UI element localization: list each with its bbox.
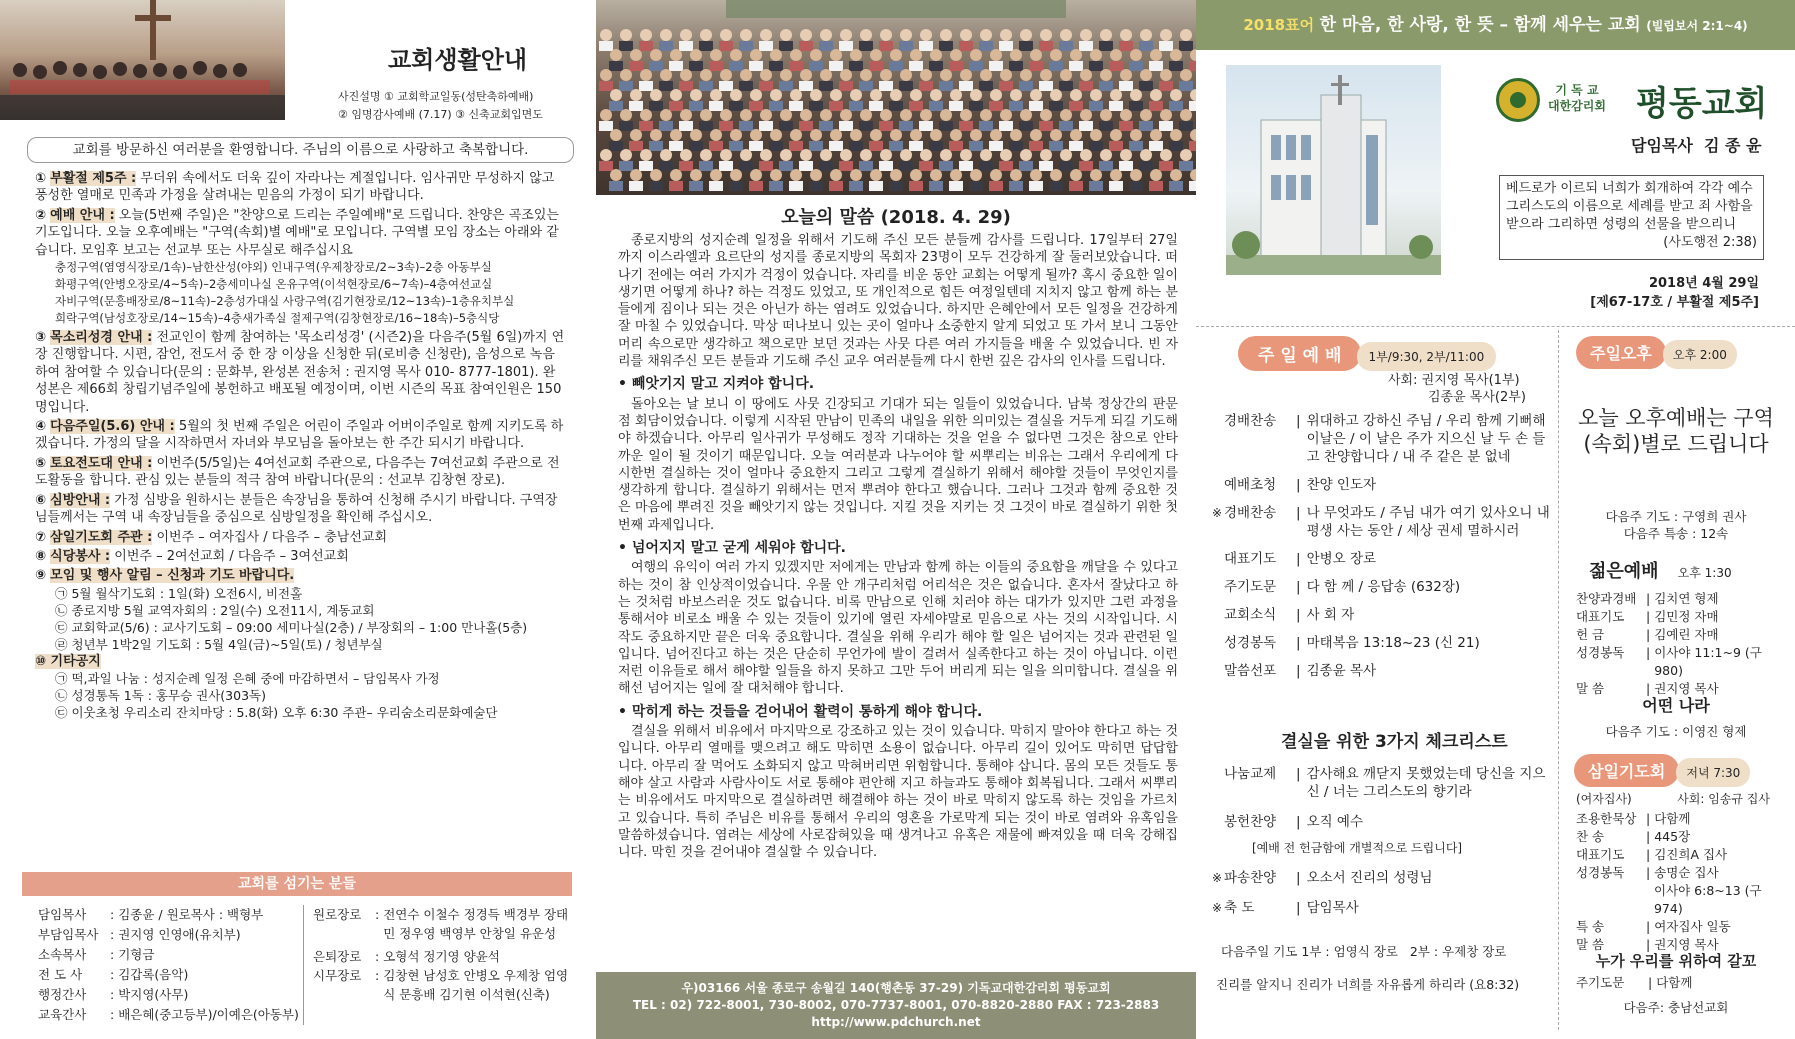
order-text: 김치연 형제 (1654, 591, 1719, 606)
notice-head: 다음주일(5.6) 안내 : (50, 419, 175, 435)
wednesday-lord-prayer: 주기도문 | 다함께 (1576, 975, 1693, 990)
order-mark (1212, 606, 1224, 624)
order-row: 대표기도 | 안병오 장로 (1212, 550, 1552, 568)
order-text: 마태복음 13:18~23 (신 21) (1306, 635, 1480, 651)
notice-item (35, 567, 565, 584)
wednesday-order (1576, 810, 1786, 954)
website-link[interactable]: http://www.pdchurch.net (811, 1015, 981, 1029)
wednesday-presider: 사회: 임송규 집사 (1677, 792, 1770, 806)
staff-names: 권지영 인영애(유치부) (118, 927, 241, 942)
presider-second: 김종윤 목사(2부) (1428, 390, 1526, 405)
worship-order-list (1212, 412, 1552, 690)
notice-number: ① (35, 171, 47, 186)
event-line: ㉢ 이웃초청 우리소리 잔치마당 : 5.8(화) 오후 6:30 주관– 우리숨소리문화예술단 (55, 705, 498, 721)
staff-row: 부담임목사 : 권지영 인영애(유치부) (38, 925, 303, 945)
order-mark (1212, 412, 1224, 466)
motto-banner (1196, 0, 1795, 50)
group-line: 자비구역(문흥배장로/8~11속)–2층성가대실 사랑구역(김기현장로/12~13속)–1층유치부실 (55, 294, 515, 309)
notice-text: 전교인이 함께 참여하는 '목소리성경' (시즌2)을 다음주(5월 6일)까지 연장 진행합니다. 시편, 잠언, 전도서 중 한 장 이상을 신청한 뒤(로비층 신청란), 음성으로 녹음하여 참여할 수 있습니다(문의 : 문화부, 완성본 전송처 : 권지영 목사 010- 8777-1801). 완성본은 제66회 창립기념주일에 봉헌하고 배포될 예정이며, 이번 시즌의 목표 참여인원은 150명입니다. (35, 330, 565, 415)
order-text: 담임목사 (1306, 900, 1359, 916)
order-row: ※ 축 도 | 담임목사 (1212, 899, 1552, 917)
staff-row: 담임목사 : 김종윤 / 원로목사 : 백형부 (38, 905, 303, 925)
notice-item (35, 418, 565, 453)
main-service-title: 주 일 예 배 (1238, 336, 1361, 371)
order-label: 주기도문 (1224, 579, 1277, 595)
group-line: 충정구역(염영식장로/1속)–남한산성(야외) 인내구역(우제창장로/2~3속)–2층 아동부실 (55, 260, 492, 275)
notice-item (35, 170, 565, 205)
order-mark (1212, 813, 1224, 831)
order-label: 찬양과경배 (1576, 591, 1637, 606)
order-row: 봉헌찬양 | 오직 예수 (1212, 813, 1552, 831)
order-label: 대표기도 (1576, 847, 1625, 862)
sermon-panel (596, 0, 1196, 1039)
order-text: 김종윤 목사 (1306, 663, 1377, 679)
staff-names: 김종윤 / 원로목사 : 백형부 (118, 907, 264, 922)
bulletin-date (1590, 274, 1759, 312)
order-label: 특 송 (1576, 919, 1605, 934)
order-row: 말 씀 | 권지영 목사 (1576, 681, 1719, 696)
afternoon-notice: 오늘 오후예배는 구역(속회)별로 드립니다 (1578, 406, 1774, 456)
notice-item (35, 455, 565, 490)
next-week-prayer: 다음주일 기도 1부 : 엄영식 장로 2부 : 우제창 장로 (1221, 944, 1507, 959)
staff-divider (303, 905, 304, 1025)
order-row (1576, 882, 1786, 918)
notice-number: ⑥ (35, 492, 47, 508)
order-row: 교회소식 | 사 회 자 (1212, 606, 1552, 624)
order-label: 성경봉독 (1224, 635, 1277, 651)
staff-role: 원로장로 (313, 907, 362, 922)
sermon-section-text: 여행의 유익이 여러 가지 있겠지만 저에게는 만남과 함께 하는 이들의 중요함을 깨달을 수 있다고 하는 것이 참 인상적이었습니다. 우물 안 개구리처럼 어리석은 것은 없습니다. 혼자서 잘났다고 하는 것처럼 바보스러운 것도 없습니다. 비록 만남으로 인해 치러야 하는 대가가 있지만 그런 과정을 통해서야 비로소 배울 수 있는 것들이 있기에 열린 자세야말로 믿음으로 사는 것의 시작입니다. 시작도 중요하지만 끝은 더욱 중요합니다. 결실을 위해 우리가 해야 할 일은 넘어지는 것과 관련된 일입니다. 넘어진다고 하는 것은 단순히 무언가에 발이 걸려서 실족한다고 하는 것이 아닙니다. 이런 저런 이유들로 해서 해야할 일들을 하지 못하고 그만 두어 버리게 되는 일을 의미합니다. 결실을 위해선 넘어지는 일에 잘 대처해야 합니다. (618, 560, 1178, 697)
order-mark (1212, 476, 1224, 494)
issue-line: [제67-17호 / 부활절 제5주] (1590, 295, 1759, 310)
order-label: 축 도 (1224, 900, 1255, 916)
denomination-top: 기 독 교 (1555, 83, 1599, 97)
order-text: 다 함 께 / 응답송 (632장) (1306, 579, 1461, 595)
order-label: 헌 금 (1576, 627, 1605, 642)
order-text: 권지영 목사 (1654, 681, 1719, 696)
order-row: 대표기도 | 김민정 자매 (1576, 609, 1719, 624)
section-divider (1196, 326, 1795, 328)
presider-first: 권지영 목사(1부) (1421, 373, 1520, 388)
notice-item (35, 548, 565, 565)
order-mark (1212, 662, 1224, 680)
sermon-title: 오늘의 말씀 (2018. 4. 29) (781, 207, 1011, 228)
order-row: 말씀선포 | 김종윤 목사 (1212, 662, 1552, 680)
order-text: 김진희A 집사 (1654, 847, 1728, 862)
date-line: 2018년 4월 29일 (1648, 276, 1759, 291)
youth-order (1576, 590, 1786, 698)
photo-caption-line: ② 임명감사예배 (7.17) ③ 신축교회입면도 (338, 108, 543, 121)
new-church-rendering (1226, 65, 1441, 275)
order-label: 말 씀 (1576, 937, 1605, 952)
sermon-section-text: 결실을 위해서 비유에서 마지막으로 강조하고 있는 것이 있습니다. 막히지 말아야 한다고 하는 것입니다. 아무리 열매를 맺으려고 해도 막히면 소용이 없습니다. 아무리 길이 있어도 막히면 답답합니다. 아무리 잘 먹어도 소화되지 않고 막혀버리면 위험합니다. 통해야 삽니다. 몸의 모든 것들도 통해야 살고 사람과 사람사이도 서로 통해야 편안해 지고 하늘과도 통해야 회복됩니다. 그래서 씨뿌리는 비유에서도 마지막으로 결실하려면 해결해야 하는 것이 바로 막히지 않도록 하는 것임을 가르치고 있습니다. 특히 주님은 비유를 통해서 우리의 영혼을 가로막게 되는 것이 바로 염려와 유혹임을 말씀하셨습니다. 염려는 세상에 사로잡혀있을 때 생겨나고 유혹은 재물에 빠져있을 때 더욱 강해집니다. 막힌 것을 걷어내야 결실할 수 있습니다. (618, 724, 1178, 861)
sermon-section-head: • 막히게 하는 것들을 걷어내어 활력이 통하게 해야 합니다. (618, 703, 983, 720)
order-label: 대표기도 (1224, 551, 1277, 567)
notice-head: 목소리성경 안내 : (50, 330, 153, 346)
notice-number: ② (35, 207, 47, 223)
staff-list-left (38, 905, 303, 1025)
order-text: 권지영 목사 (1654, 937, 1719, 952)
group-photo-art (596, 0, 1196, 195)
order-text: 이사야 11:1~9 (구 980) (1654, 645, 1762, 678)
address-line: 우)03166 서울 종로구 송월길 140(행촌동 37-29) 기독교대한감리회 평동교회 (681, 981, 1111, 995)
motto-reference: (빌립보서 2:1~4) (1646, 19, 1748, 33)
motto-text: 한 마음, 한 사랑, 한 뜻 – 함께 세우는 교회 (1319, 15, 1641, 35)
order-note: [예배 전 헌금함에 개별적으로 드립니다] (1252, 841, 1463, 855)
lord-prayer-by: 다함께 (1656, 975, 1693, 990)
order-row: 성경봉독 | 마태복음 13:18~23 (신 21) (1212, 634, 1552, 652)
order-label: 예배초청 (1224, 477, 1277, 493)
worship-order-panel (1196, 0, 1795, 1039)
order-mark: ※ (1212, 506, 1223, 520)
staff-row: 행정간사 : 박지영(사무) (38, 985, 303, 1005)
checklist-title: 결실을 위한 3가지 체크리스트 (1281, 732, 1508, 752)
notice-number: ⑦ (35, 529, 47, 545)
event-line: ㉣ 청년부 1박2일 기도회 : 5월 4일(금)~5일(토) / 청년부실 (55, 636, 383, 652)
wednesday-host-group: (여자집사) (1576, 792, 1632, 806)
worship-order-list-2 (1212, 765, 1552, 929)
staff-names: 배은혜(중고등부)/이예은(아동부) (118, 1007, 299, 1022)
closing-verse: 진리를 알지니 진리가 너희를 자유롭게 하리라 (요8:32) (1216, 977, 1520, 992)
order-label: 성경봉독 (1576, 645, 1625, 660)
notice-number: ⑨ (35, 568, 47, 584)
wednesday-host (1576, 790, 1786, 807)
wednesday-sermon: 누가 우리를 위하여 갈꼬 (1595, 952, 1757, 970)
notice-head: 식당봉사 : (50, 548, 111, 564)
order-label: 찬 송 (1576, 829, 1605, 844)
denomination-bottom: 대한감리회 (1548, 99, 1606, 113)
order-mark (1212, 550, 1224, 568)
contact-line: TEL : 02) 722-8001, 730-8002, 070-7737-8001, 070-8820-2880 FAX : 723-2883 (632, 998, 1160, 1012)
sunday-school-photo (0, 0, 285, 120)
staff-names: 김창현 남성호 안병오 우제창 엄영식 문흥배 김기현 이석현(신축) (383, 968, 569, 1002)
sermon-body (618, 232, 1178, 861)
notice-text: 가정 심방을 원하시는 분들은 속장님을 통하여 신청해 주시기 바랍니다. 구역장님들께서는 구역 내 속장님들을 중심으로 심방일정을 확인해 주십시오. (35, 492, 558, 526)
order-text: 찬양 인도자 (1306, 477, 1377, 493)
sunday-school-photo-art (0, 0, 285, 120)
order-text: 오소서 진리의 성령님 (1306, 870, 1433, 886)
youth-header (1589, 557, 1732, 583)
staff-role: 소속목사 (38, 947, 87, 962)
photo-caption-line: 사진설명 ① 교회학교일동(성탄축하예배) (338, 90, 534, 103)
order-mark (1212, 578, 1224, 596)
motto-year: 2018표어 (1243, 16, 1315, 34)
order-text: 나 무엇과도 / 주님 내가 여기 있사오니 내 평생 사는 동안 / 세상 권세 멸하시러 (1306, 505, 1550, 539)
order-text: 다함께 (1654, 811, 1691, 826)
page-title: 교회생활안내 (388, 45, 528, 74)
presider-label: 사회: (1388, 373, 1418, 388)
senior-pastor: 담임목사 김 종 윤 (1631, 136, 1762, 155)
wednesday-header (1574, 754, 1750, 787)
order-row: 특 송 | 여자집사 일동 (1576, 919, 1731, 934)
order-label: 말씀선포 (1224, 663, 1277, 679)
order-row: ※ 경배찬송 | 나 무엇과도 / 주님 내가 여기 있사오니 내 평생 사는 동안 / 세상 권세 멸하시러 (1212, 504, 1552, 540)
anniversary-group-photo (596, 0, 1196, 195)
event-line: ㉡ 성경통독 1독 : 홍무승 권사(303독) (55, 688, 266, 704)
verse-box (1499, 175, 1764, 260)
notice-list (35, 170, 565, 721)
staff-list-right (313, 905, 575, 1004)
staff-role: 교육간사 (38, 1007, 87, 1022)
staff-row: 은퇴장로 : 오형석 정기영 양윤석 (313, 949, 500, 964)
staff-row: 시무장로 : 김창현 남성호 안병오 우제창 엄영식 문흥배 김기현 이석현(신축) (313, 966, 575, 1004)
afternoon-title: 주일오후 (1576, 336, 1666, 369)
event-line: ㉢ 교회학교(5/6) : 교사기도회 – 09:00 세미나실(2층) / 부장회의 – 1:00 만나홀(5층) (55, 619, 528, 635)
notice-head: 부활절 제5주 : (50, 171, 137, 186)
order-text: 사 회 자 (1306, 607, 1355, 623)
order-row: 예배초청 | 찬양 인도자 (1212, 476, 1552, 494)
order-mark: ※ (1212, 901, 1223, 915)
afternoon-next (1571, 508, 1781, 542)
verse-reference: (사도행전 2:38) (1663, 235, 1757, 250)
order-label: 경배찬송 (1224, 505, 1277, 521)
notice-item (35, 529, 565, 546)
staff-role: 전 도 사 (38, 967, 83, 982)
notice-text: 이번주 – 2여선교회 / 다음주 – 3여선교회 (114, 548, 349, 564)
wednesday-time: 저녁 7:30 (1676, 758, 1750, 787)
order-text: 여자집사 일동 (1654, 919, 1731, 934)
afternoon-header (1576, 336, 1737, 369)
staff-row: 원로장로 : 전연수 이철수 정경득 백경부 장태민 정우영 백영부 안창일 유운성 (313, 905, 575, 943)
notice-number: ③ (35, 330, 47, 346)
notice-text: 이번주(5/5일)는 4여선교회 주관으로, 다음주는 7여선교회 주관으로 전도활동을 합니다. 관심 있는 분들의 적극 참여 바랍니다(문의 : 선교부 김창현 장로). (35, 455, 560, 489)
notice-head: 모임 및 행사 알림 – 신청과 기도 바랍니다. (50, 568, 295, 584)
order-label: 나눔교제 (1224, 766, 1277, 782)
staff-names: 박지영(사무) (118, 987, 189, 1002)
wednesday-title: 삼일기도회 (1574, 754, 1679, 787)
order-row: 대표기도 | 김진희A 집사 (1576, 847, 1728, 862)
group-line: 희락구역(남성호장로/14~15속)–4층새가족실 절제구역(김창현장로/16~18속)–5층식당 (55, 311, 500, 326)
order-label: 경배찬송 (1224, 413, 1277, 429)
staff-names: 기형금 (118, 947, 155, 962)
staff-role: 담임목사 (38, 907, 87, 922)
church-logo-icon (1496, 78, 1540, 122)
event-line: ㉠ 5월 월삭기도회 : 1일(화) 오전6시, 비전홀 (55, 585, 303, 601)
staff-role: 행정간사 (38, 987, 87, 1002)
youth-sermon: 어떤 나라 (1642, 696, 1710, 715)
main-service-times: 1부/9:30, 2부/11:00 (1357, 342, 1497, 371)
order-mark: ※ (1212, 871, 1223, 885)
notice-number: ④ (35, 419, 47, 435)
order-label (1576, 882, 1646, 918)
order-text: 김민정 자매 (1654, 609, 1719, 624)
order-label: 대표기도 (1576, 609, 1625, 624)
order-row: 주기도문 | 다 함 께 / 응답송 (632장) (1212, 578, 1552, 596)
church-life-panel (0, 0, 590, 1039)
verse-text: 베드로가 이르되 너희가 회개하여 각각 예수 그리스도의 이름으로 세례를 받고 죄 사함을 받으라 그리하면 성령의 선물을 받으리니 (1506, 181, 1753, 232)
church-building-art (1226, 65, 1441, 275)
welcome-box (27, 137, 574, 163)
youth-title: 젊은예배 (1589, 561, 1659, 582)
staff-names: 김갑록(음악) (118, 967, 189, 982)
notice-item-10 (35, 653, 565, 670)
staff-row: 소속목사 : 기형금 (38, 945, 303, 965)
notice-number: ⑧ (35, 548, 47, 564)
staff-title-bar (22, 872, 572, 896)
order-text: 안병오 장로 (1306, 551, 1377, 567)
sermon-section-head: • 빼앗기지 말고 지켜야 합니다. (618, 376, 815, 393)
staff-role: 부담임목사 (38, 927, 99, 942)
notice-text: 이번주 – 여자집사 / 다음주 – 충남선교회 (156, 529, 388, 545)
church-name: 평동교회 (1636, 84, 1768, 124)
staff-row: 교육간사 : 배은혜(중고등부)/이예은(아동부) (38, 1005, 303, 1025)
order-text: 김예린 자매 (1654, 627, 1719, 642)
order-mark (1212, 765, 1224, 801)
sermon-intro: 종로지방의 성지순례 일정을 위해서 기도해 주신 모든 분들께 감사를 드립니다. 17일부터 27일까지 이스라엘과 요르단의 성지를 종로지방의 목회자 23명이 모두 건강하게 잘 둘러보았습니다. 떠나기 전에는 여러 가지가 걱정이 었습니다. 자리를 비운 동안 교회는 어떻게 될까? 혹시 중요한 일이 생기면 어떻게 하나? 하는 걱정도 있었고, 또 개인적으로 힘든 여정일텐데 지치지 않고 함께 하는 분들에게 짐이나 되는 것은 아닌가 하는 염려도 있었습니다. 하지만 은혜안에서 모든 일정을 건강하게 잘 마칠 수 있었습니다. 막상 떠나보니 있는 곳이 얼마나 소중한지 알게 되었고 또 가서 보니 그동안 머리 속으로만 생각하고 책으로만 보던 것과는 사뭇 다른 여러 가지들을 배울 수 있었습니다. 빈 자리를 채워주신 모든 분들과 기도해 주신 교우 여러분들께 다시 한번 깊은 감사의 인사를 드립니다. (618, 233, 1178, 370)
notice-text: 무더위 속에서도 더욱 깊이 자라나는 계절입니다. 임사귀만 무성하지 않고 풍성한 열매로 민족과 가정을 살려내는 믿음의 가정이 되기 바랍니다. (35, 171, 555, 204)
sermon-section-head: • 넘어지지 말고 굳게 세워야 합니다. (618, 540, 846, 557)
staff-role: 은퇴장로 (313, 949, 362, 964)
order-text: 이사야 6:8~13 (구 974) (1653, 883, 1762, 916)
notice-head: 토요전도대 안내 : (50, 455, 153, 471)
order-row: 헌 금 | 김예린 자매 (1576, 627, 1719, 642)
order-row: ※ 파송찬양 | 오소서 진리의 성령님 (1212, 869, 1552, 887)
staff-role: 시무장로 (313, 968, 362, 983)
order-row: 나눔교제 | 감사해요 깨닫지 못했었는데 당신을 지으신 / 너는 그리스도의 향기라 (1212, 765, 1552, 801)
staff-names: 전연수 이철수 정경득 백경부 장태민 정우영 백영부 안창일 유운성 (383, 907, 569, 941)
notice-head: ⑩ 기타공지 (35, 653, 101, 669)
order-row: 경배찬송 | 위대하고 강하신 주님 / 우리 함께 기뻐해 이날은 / 이 날은 주가 지으신 날 두 손 들고 찬양합니다 / 내 주 같은 분 없네 (1212, 412, 1552, 466)
staff-names: 오형석 정기영 양윤석 (383, 949, 500, 964)
notice-text: 5월의 첫 번째 주일은 어린이 주일과 어버이주일로 함께 지키도록 하겠습니다. 가정의 달을 시작하면서 자녀와 부모님을 돌아보는 한 주간 되시기 바랍니다. (35, 419, 564, 452)
lord-prayer-label: 주기도문 (1576, 975, 1625, 990)
order-row: 조용한묵상 | 다함께 (1576, 811, 1691, 826)
order-row: 찬양과경배 | 김치연 형제 (1576, 591, 1719, 606)
sermon-section-text: 돌아오는 날 보니 이 땅에도 사뭇 긴장되고 기대가 되는 일들이 있었습니다. 남북 정상간의 판문점 회담이었습니다. 이렇게 시작된 만남이 민족의 내일을 위한 의미있는 결실을 거두게 되길 기도해야 하겠습니다. 아무리 일사귀가 무성해도 정작 기대하는 것을 얻을 수 없다면 그것은 참으로 안타까운 일이 될 것이기 때문입니다. 오늘 여러분과 나누어야 할 씨뿌리는 비유는 그래서 우리에게 다시한번 결실하는 것이 얼마나 중요한지 그리고 그렇게 결실하기 위해서 해야할 것들이 무엇인지를 생각하게 합니다. 결실하기 위해서는 먼저 뿌려야 한다고 했습니다. 그러나 그것과 함께 중요한 것은 마음에 뿌려진 것을 빼앗기지 않는 것입니다. 지킬 것을 지키는 것 그것이 바로 결실하기 위한 첫 번째 과제입니다. (618, 396, 1178, 533)
youth-time: 오후 1:30 (1677, 566, 1732, 580)
welcome-text: 교회를 방문하신 여러분을 환영합니다. 주님의 이름으로 사랑하고 축복합니다. (72, 142, 529, 158)
event-list (35, 670, 565, 721)
youth-next: 다음주 기도 : 이영진 형제 (1605, 724, 1747, 739)
afternoon-next-prayer: 다음주 기도 : 구영희 권사 (1605, 509, 1747, 524)
event-line: ㉡ 종로지방 5월 교역자회의 : 2일(수) 오전11시, 계동교회 (55, 602, 375, 618)
notice-text: 오늘(5번째 주일)은 "찬양으로 드리는 주일예배"로 드립니다. 찬양은 곡조있는 기도입니다. 오늘 오후예배는 "구역(속회)별 예배"로 모입니다. 구역별 모임 장소는 아래와 같습니다. 모임후 보고는 선교부 또는 사무실로 해주십시요 (35, 207, 559, 258)
order-row: 성경봉독 | 이사야 11:1~9 (구 980) (1576, 644, 1786, 680)
column-divider (1558, 330, 1560, 1030)
afternoon-next-special: 다음주 특송 : 12속 (1623, 526, 1729, 541)
order-label: 성경봉독 (1576, 865, 1625, 880)
event-line: ㉠ 떡,과일 나눔 : 성지순례 일정 은혜 중에 마감하면서 – 담임목사 가정 (55, 671, 440, 687)
afternoon-time: 오후 2:00 (1663, 340, 1737, 369)
presiders (1388, 372, 1526, 406)
denomination (1548, 82, 1606, 114)
notice-head: 삼일기도회 주관 : (50, 529, 153, 545)
order-label: 말 씀 (1576, 681, 1605, 696)
notice-head: 예배 안내 : (50, 207, 115, 223)
notice-number: ⑤ (35, 455, 47, 471)
address-footer (596, 972, 1196, 1039)
order-text: 오직 예수 (1306, 814, 1364, 830)
group-line: 화평구역(안병오장로/4~5속)–2층세미나실 온유구역(이석현장로/6~7속)–4층여선교실 (55, 277, 493, 292)
order-text: 445장 (1654, 829, 1691, 844)
wednesday-next: 다음주: 충남선교회 (1623, 1000, 1729, 1015)
order-row: 말 씀 | 권지영 목사 (1576, 937, 1719, 952)
staff-title: 교회를 섬기는 분들 (238, 876, 356, 892)
notice-head: 심방안내 : (50, 492, 111, 508)
notice-item (35, 329, 565, 416)
group-list (35, 259, 565, 327)
staff-row: 전 도 사 : 김갑록(음악) (38, 965, 303, 985)
order-label: 봉헌찬양 (1224, 814, 1277, 830)
order-text: 감사해요 깨닫지 못했었는데 당신을 지으신 / 너는 그리스도의 향기라 (1306, 766, 1546, 800)
event-list (35, 585, 565, 653)
order-label: 교회소식 (1224, 607, 1277, 623)
main-service-header (1238, 336, 1496, 371)
order-label: 파송찬양 (1224, 870, 1277, 886)
notice-item (35, 207, 565, 259)
order-text: 위대하고 강하신 주님 / 우리 함께 기뻐해 이날은 / 이 날은 주가 지으신 날 두 손 들고 찬양합니다 / 내 주 같은 분 없네 (1306, 413, 1546, 465)
order-mark (1212, 634, 1224, 652)
order-row: 성경봉독 | 송명순 집사 (1576, 865, 1719, 880)
order-label: 조용한묵상 (1576, 811, 1637, 826)
order-row: 찬 송 | 445장 (1576, 829, 1691, 844)
order-text: 송명순 집사 (1654, 865, 1719, 880)
photo-caption (338, 88, 543, 124)
notice-item (35, 492, 565, 527)
